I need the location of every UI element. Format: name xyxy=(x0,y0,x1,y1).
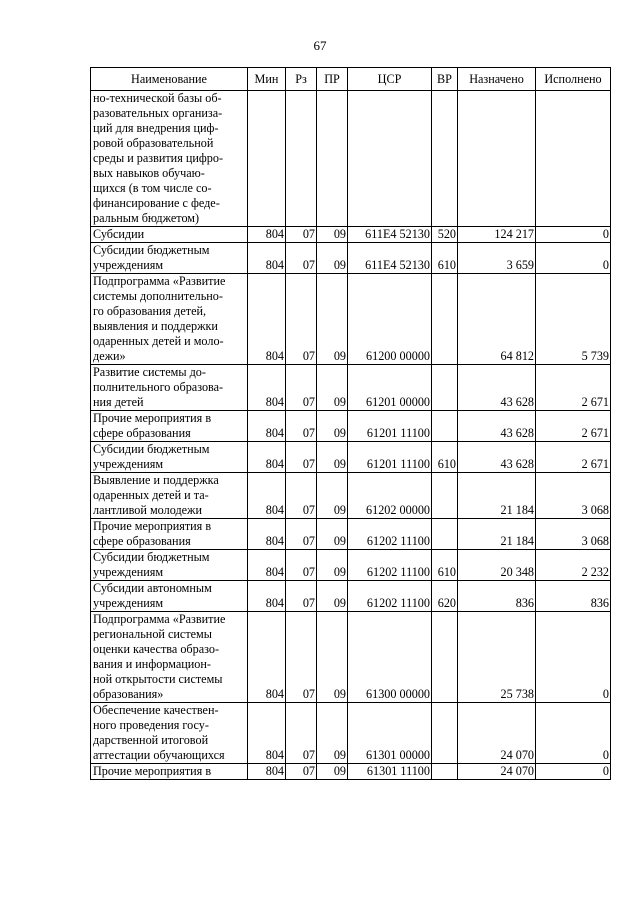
cell-name: Субсидии автономным учреждениям xyxy=(91,581,248,612)
cell-csr: 61202 11100 xyxy=(348,519,432,550)
cell-pr: 09 xyxy=(317,612,348,703)
table-header-row xyxy=(91,68,611,91)
cell-rz: 07 xyxy=(286,243,317,274)
cell-pr: 09 xyxy=(317,764,348,780)
table-row xyxy=(91,442,611,473)
table-row xyxy=(91,274,611,365)
header-min: Мин xyxy=(248,68,286,91)
table-row xyxy=(91,581,611,612)
cell-name: Субсидии бюджетным учреждениям xyxy=(91,550,248,581)
table-row xyxy=(91,612,611,703)
cell-csr: 61200 00000 xyxy=(348,274,432,365)
cell-executed: 5 739 xyxy=(536,274,611,365)
cell-vr: 620 xyxy=(432,581,458,612)
cell-executed: 3 068 xyxy=(536,519,611,550)
cell-executed: 0 xyxy=(536,243,611,274)
table-row xyxy=(91,91,611,227)
cell-min: 804 xyxy=(248,365,286,411)
cell-vr xyxy=(432,411,458,442)
cell-csr: 61201 11100 xyxy=(348,411,432,442)
cell-executed: 2 671 xyxy=(536,411,611,442)
table-row xyxy=(91,703,611,764)
cell-pr: 09 xyxy=(317,274,348,365)
cell-min: 804 xyxy=(248,519,286,550)
cell-pr: 09 xyxy=(317,703,348,764)
cell-executed xyxy=(536,91,611,227)
cell-csr: 61202 00000 xyxy=(348,473,432,519)
cell-vr xyxy=(432,365,458,411)
header-assigned: Назначено xyxy=(458,68,536,91)
cell-csr: 611E4 52130 xyxy=(348,243,432,274)
cell-pr: 09 xyxy=(317,243,348,274)
cell-assigned: 124 217 xyxy=(458,227,536,243)
cell-min: 804 xyxy=(248,411,286,442)
cell-rz: 07 xyxy=(286,411,317,442)
cell-pr: 09 xyxy=(317,227,348,243)
cell-pr: 09 xyxy=(317,411,348,442)
cell-assigned: 24 070 xyxy=(458,764,536,780)
cell-csr: 61301 00000 xyxy=(348,703,432,764)
header-pr: ПР xyxy=(317,68,348,91)
cell-pr: 09 xyxy=(317,442,348,473)
cell-vr xyxy=(432,519,458,550)
cell-name: Прочие мероприятия в сфере образования xyxy=(91,411,248,442)
cell-name: Подпрограмма «Развитие региональной системы оценки качества образо- вания и информацион- ной открытости системы образования» xyxy=(91,612,248,703)
cell-pr: 09 xyxy=(317,365,348,411)
cell-assigned: 21 184 xyxy=(458,519,536,550)
table-row xyxy=(91,550,611,581)
cell-min xyxy=(248,91,286,227)
cell-rz: 07 xyxy=(286,274,317,365)
header-executed: Исполнено xyxy=(536,68,611,91)
cell-vr: 610 xyxy=(432,243,458,274)
cell-min: 804 xyxy=(248,581,286,612)
cell-name: Развитие системы до- полнительного образова- ния детей xyxy=(91,365,248,411)
header-csr: ЦСР xyxy=(348,68,432,91)
table-row xyxy=(91,227,611,243)
cell-assigned: 836 xyxy=(458,581,536,612)
cell-rz: 07 xyxy=(286,365,317,411)
cell-rz: 07 xyxy=(286,550,317,581)
cell-min: 804 xyxy=(248,764,286,780)
cell-executed: 0 xyxy=(536,703,611,764)
cell-min: 804 xyxy=(248,243,286,274)
cell-rz: 07 xyxy=(286,519,317,550)
cell-executed: 2 671 xyxy=(536,365,611,411)
table-row xyxy=(91,764,611,780)
cell-vr: 520 xyxy=(432,227,458,243)
header-vr: ВР xyxy=(432,68,458,91)
cell-executed: 2 232 xyxy=(536,550,611,581)
cell-vr: 610 xyxy=(432,442,458,473)
cell-name: Субсидии бюджетным учреждениям xyxy=(91,442,248,473)
cell-vr xyxy=(432,274,458,365)
cell-min: 804 xyxy=(248,550,286,581)
cell-executed: 0 xyxy=(536,612,611,703)
cell-rz: 07 xyxy=(286,473,317,519)
cell-pr: 09 xyxy=(317,550,348,581)
cell-assigned: 43 628 xyxy=(458,411,536,442)
cell-vr xyxy=(432,703,458,764)
cell-assigned: 43 628 xyxy=(458,442,536,473)
cell-name: Выявление и поддержка одаренных детей и та- лантливой молодежи xyxy=(91,473,248,519)
header-rz: Рз xyxy=(286,68,317,91)
cell-min: 804 xyxy=(248,227,286,243)
cell-assigned: 24 070 xyxy=(458,703,536,764)
cell-rz: 07 xyxy=(286,227,317,243)
cell-min: 804 xyxy=(248,442,286,473)
cell-executed: 3 068 xyxy=(536,473,611,519)
cell-assigned: 3 659 xyxy=(458,243,536,274)
cell-csr: 61201 00000 xyxy=(348,365,432,411)
page-number: 67 xyxy=(313,38,327,53)
table-row xyxy=(91,411,611,442)
cell-min: 804 xyxy=(248,274,286,365)
table-row xyxy=(91,365,611,411)
cell-csr: 61201 11100 xyxy=(348,442,432,473)
cell-executed: 2 671 xyxy=(536,442,611,473)
header-name: Наименование xyxy=(91,68,248,91)
cell-pr: 09 xyxy=(317,581,348,612)
table-row xyxy=(91,243,611,274)
cell-csr: 61301 11100 xyxy=(348,764,432,780)
cell-assigned: 21 184 xyxy=(458,473,536,519)
cell-pr xyxy=(317,91,348,227)
cell-name: Прочие мероприятия в xyxy=(91,764,248,780)
cell-rz: 07 xyxy=(286,442,317,473)
cell-rz: 07 xyxy=(286,764,317,780)
cell-name: Обеспечение качествен- ного проведения госу- дарственной итоговой аттестации обучающихся xyxy=(91,703,248,764)
cell-rz: 07 xyxy=(286,703,317,764)
cell-assigned: 25 738 xyxy=(458,612,536,703)
cell-rz xyxy=(286,91,317,227)
cell-vr xyxy=(432,91,458,227)
cell-name: Субсидии xyxy=(91,227,248,243)
cell-vr xyxy=(432,612,458,703)
cell-pr: 09 xyxy=(317,519,348,550)
cell-executed: 0 xyxy=(536,764,611,780)
cell-rz: 07 xyxy=(286,612,317,703)
cell-assigned xyxy=(458,91,536,227)
cell-pr: 09 xyxy=(317,473,348,519)
cell-assigned: 20 348 xyxy=(458,550,536,581)
cell-min: 804 xyxy=(248,612,286,703)
cell-vr: 610 xyxy=(432,550,458,581)
cell-csr xyxy=(348,91,432,227)
cell-min: 804 xyxy=(248,703,286,764)
cell-csr: 61300 00000 xyxy=(348,612,432,703)
cell-rz: 07 xyxy=(286,581,317,612)
cell-executed: 0 xyxy=(536,227,611,243)
cell-assigned: 43 628 xyxy=(458,365,536,411)
table-row xyxy=(91,473,611,519)
cell-vr xyxy=(432,473,458,519)
cell-csr: 611E4 52130 xyxy=(348,227,432,243)
cell-name: Прочие мероприятия в сфере образования xyxy=(91,519,248,550)
cell-min: 804 xyxy=(248,473,286,519)
cell-name: Субсидии бюджетным учреждениям xyxy=(91,243,248,274)
budget-table xyxy=(90,67,611,780)
cell-name: Подпрограмма «Развитие системы дополнительно- го образования детей, выявления и поддержки одаренных детей и моло- дежи» xyxy=(91,274,248,365)
table-row xyxy=(91,519,611,550)
cell-vr xyxy=(432,764,458,780)
cell-executed: 836 xyxy=(536,581,611,612)
cell-csr: 61202 11100 xyxy=(348,581,432,612)
cell-csr: 61202 11100 xyxy=(348,550,432,581)
cell-assigned: 64 812 xyxy=(458,274,536,365)
cell-name: но-технической базы об- разовательных организа- ций для внедрения циф- ровой образовательной среды и развития цифро- вых навыков обучаю- щихся (в том числе со- финансирование с феде- ральным бюджетом) xyxy=(91,91,248,227)
